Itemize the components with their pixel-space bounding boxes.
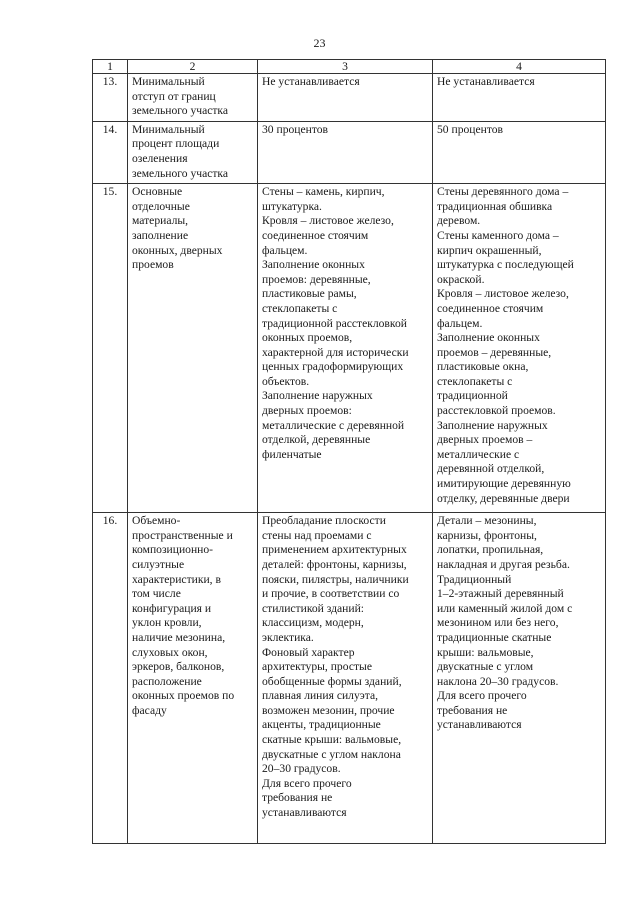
requirement-line: штукатурка. — [262, 199, 322, 213]
parameter-line: характеристики, в — [132, 572, 221, 586]
header-cell-1: 1 — [93, 60, 128, 74]
requirement-line: накладная и другая резьба. — [437, 557, 570, 571]
requirement-paragraph — [437, 229, 603, 287]
requirement-paragraph — [262, 514, 430, 645]
requirement-paragraph — [262, 646, 430, 777]
requirement-paragraph — [437, 419, 603, 507]
requirement-line: деревом. — [437, 214, 481, 228]
requirement-paragraph — [437, 331, 603, 419]
header-cell-3: 3 — [258, 60, 433, 74]
requirement-line: отделкой, деревянные — [262, 433, 371, 447]
parameter-line: фасаду — [132, 703, 167, 717]
requirement-line: ценных градоформирующих — [262, 360, 404, 374]
parameter-line: слуховых окон, — [132, 645, 208, 659]
requirement-line: или каменный жилой дом с — [437, 601, 573, 615]
requirement-line: филенчатые — [262, 447, 322, 461]
parameter-line: проемов — [132, 258, 174, 272]
parameter-line: уклон кровли, — [132, 616, 202, 630]
requirement-line: стены над проемами с — [262, 528, 372, 542]
requirement-line: деревянной отделкой, — [437, 462, 545, 476]
parameter-cell — [128, 121, 258, 183]
header-cell-2: 2 — [128, 60, 258, 74]
parameter-line: Минимальный — [132, 122, 205, 136]
requirement-paragraph — [437, 123, 603, 138]
requirement-paragraph — [437, 573, 603, 690]
requirement-line: пояски, пилястры, наличники — [262, 572, 409, 586]
parameter-line: материалы, — [132, 214, 189, 228]
requirement-line: соединенное стоячим — [262, 228, 369, 242]
requirement-line: соединенное стоячим — [437, 301, 544, 315]
requirement-line: 50 процентов — [437, 122, 504, 136]
parameter-line: композиционно- — [132, 543, 214, 557]
parameter-line: пространственные и — [132, 528, 233, 542]
requirement-line: штукатурка с последующей — [437, 258, 574, 272]
requirements-table — [92, 59, 606, 844]
requirement-line: Не устанавливается — [437, 75, 535, 88]
header-row — [93, 60, 606, 74]
parameter-line: процент площади — [132, 137, 220, 151]
parameter-line: озеленения — [132, 151, 188, 165]
requirement-line: проемов – деревянные, — [437, 345, 552, 359]
requirement-line: 1–2-этажный деревянный — [437, 587, 564, 601]
parameter-line: наличие мезонина, — [132, 630, 226, 644]
parameter-line: оконных проемов по — [132, 689, 235, 703]
requirement-paragraph — [262, 75, 430, 90]
requirement-line: карнизы, фронтоны, — [437, 528, 537, 542]
requirement-zone-b-cell — [433, 184, 606, 513]
parameter-cell — [128, 184, 258, 513]
row-number: 13. — [93, 74, 128, 122]
requirement-zone-a-cell — [258, 184, 433, 513]
requirement-paragraph — [262, 214, 430, 258]
requirement-zone-a-cell — [258, 74, 433, 122]
requirement-line: Заполнение оконных — [262, 258, 365, 272]
requirement-paragraph — [262, 123, 430, 138]
requirement-line: возможен мезонин, прочие — [262, 703, 395, 717]
requirement-line: применением архитектурных — [262, 543, 407, 557]
parameter-line: земельного участка — [132, 104, 229, 118]
requirement-line: крыши: вальмовые, — [437, 645, 534, 659]
requirement-line: окраской. — [437, 272, 485, 286]
parameter-line: расположение — [132, 674, 202, 688]
requirement-line: характерной для исторически — [262, 345, 409, 359]
requirement-line: Традиционный — [437, 572, 512, 586]
table-row — [93, 74, 606, 122]
requirement-line: Не устанавливается — [262, 75, 360, 88]
parameter-cell — [128, 74, 258, 122]
requirement-line: металлические с деревянной — [262, 418, 405, 432]
requirement-line: 20–30 градусов. — [262, 762, 341, 776]
requirement-line: мезонином или без него, — [437, 616, 559, 630]
requirement-line: 30 процентов — [262, 122, 329, 136]
requirement-line: наклона 20–30 градусов. — [437, 674, 559, 688]
requirement-paragraph — [437, 75, 603, 90]
requirement-line: кирпич окрашенный, — [437, 243, 542, 257]
requirement-zone-a-cell — [258, 513, 433, 844]
requirement-line: акценты, традиционные — [262, 718, 381, 732]
requirement-line: требования не — [437, 703, 508, 717]
parameter-cell — [128, 513, 258, 844]
parameter-line: заполнение — [132, 228, 189, 242]
parameter-line: оконных, дверных — [132, 243, 223, 257]
requirement-line: Кровля – листовое железо, — [262, 214, 394, 228]
requirement-line: дверных проемов: — [262, 404, 352, 418]
requirement-line: традиционные скатные — [437, 630, 552, 644]
requirement-zone-b-cell — [433, 513, 606, 844]
requirement-paragraph — [437, 514, 603, 572]
requirement-line: лопатки, пропильная, — [437, 543, 544, 557]
parameter-line: отступ от границ — [132, 89, 216, 103]
requirement-line: устанавливаются — [262, 806, 347, 820]
requirement-line: двускатные с углом наклона — [262, 747, 401, 761]
requirement-line: расстекловкой проемов. — [437, 404, 556, 418]
requirement-line: пластиковые окна, — [437, 360, 529, 374]
requirement-line: эклектика. — [262, 630, 314, 644]
requirement-line: традиционная обшивка — [437, 199, 553, 213]
parameter-line: Основные — [132, 185, 183, 199]
requirement-line: стеклопакеты с — [262, 301, 338, 315]
requirement-line: требования не — [262, 791, 333, 805]
requirement-zone-a-cell — [258, 121, 433, 183]
requirement-line: архитектуры, простые — [262, 660, 372, 674]
table-row — [93, 121, 606, 183]
parameter-line: силуэтные — [132, 557, 185, 571]
requirement-line: отделку, деревянные двери — [437, 491, 570, 505]
parameter-line: Объемно- — [132, 514, 181, 528]
requirement-line: имитирующие деревянную — [437, 477, 571, 491]
requirement-line: классицизм, модерн, — [262, 616, 364, 630]
requirement-paragraph — [437, 185, 603, 229]
requirement-line: Фоновый характер — [262, 645, 355, 659]
requirement-line: дверных проемов – — [437, 433, 533, 447]
requirement-line: Для всего прочего — [437, 689, 527, 703]
requirement-line: Заполнение наружных — [437, 418, 548, 432]
requirement-line: оконных проемов, — [262, 331, 353, 345]
row-number: 14. — [93, 121, 128, 183]
requirement-line: Стены каменного дома – — [437, 228, 559, 242]
requirement-line: Для всего прочего — [262, 776, 352, 790]
requirement-paragraph — [262, 777, 430, 821]
parameter-line: отделочные — [132, 199, 190, 213]
requirement-paragraph — [262, 185, 430, 214]
requirement-line: и прочие, в соответствии со — [262, 587, 400, 601]
requirement-line: Кровля – листовое железо, — [437, 287, 569, 301]
requirement-paragraph — [437, 689, 603, 733]
requirement-line: пластиковые рамы, — [262, 287, 357, 301]
requirement-line: объектов. — [262, 374, 310, 388]
requirement-line: плавная линия силуэта, — [262, 689, 378, 703]
row-number: 15. — [93, 184, 128, 513]
requirement-line: традиционной расстекловкой — [262, 316, 407, 330]
requirement-line: традиционной — [437, 389, 508, 403]
requirement-line: Стены деревянного дома – — [437, 185, 569, 199]
requirement-line: скатные крыши: вальмовые, — [262, 733, 402, 747]
table-row — [93, 184, 606, 513]
table-row — [93, 513, 606, 844]
requirement-line: металлические с — [437, 447, 520, 461]
requirement-line: фальцем. — [262, 243, 308, 257]
parameter-line: конфигурация и — [132, 601, 212, 615]
requirement-line: проемов: деревянные, — [262, 272, 371, 286]
requirement-line: деталей: фронтоны, карнизы, — [262, 557, 407, 571]
header-cell-4: 4 — [433, 60, 606, 74]
requirement-line: двускатные с углом — [437, 660, 534, 674]
requirement-line: Заполнение наружных — [262, 389, 373, 403]
requirement-paragraph — [262, 389, 430, 462]
requirement-line: Заполнение оконных — [437, 331, 540, 345]
requirement-line: стеклопакеты с — [437, 374, 513, 388]
parameter-line: эркеров, балконов, — [132, 660, 225, 674]
requirement-line: Детали – мезонины, — [437, 514, 537, 528]
requirement-paragraph — [262, 258, 430, 389]
requirement-line: Преобладание плоскости — [262, 514, 386, 528]
parameter-line: земельного участка — [132, 166, 229, 180]
row-number: 16. — [93, 513, 128, 844]
requirement-zone-b-cell — [433, 121, 606, 183]
parameter-line: том числе — [132, 587, 181, 601]
requirement-line: устанавливаются — [437, 718, 522, 732]
page-number: 23 — [313, 36, 326, 50]
requirement-line: обобщенные формы зданий, — [262, 674, 402, 688]
requirement-paragraph — [437, 287, 603, 331]
requirement-zone-b-cell — [433, 74, 606, 122]
requirement-line: Стены – камень, кирпич, — [262, 185, 385, 199]
requirement-line: фальцем. — [437, 316, 483, 330]
parameter-line: Минимальный — [132, 75, 205, 88]
requirement-line: стилистикой зданий: — [262, 601, 365, 615]
